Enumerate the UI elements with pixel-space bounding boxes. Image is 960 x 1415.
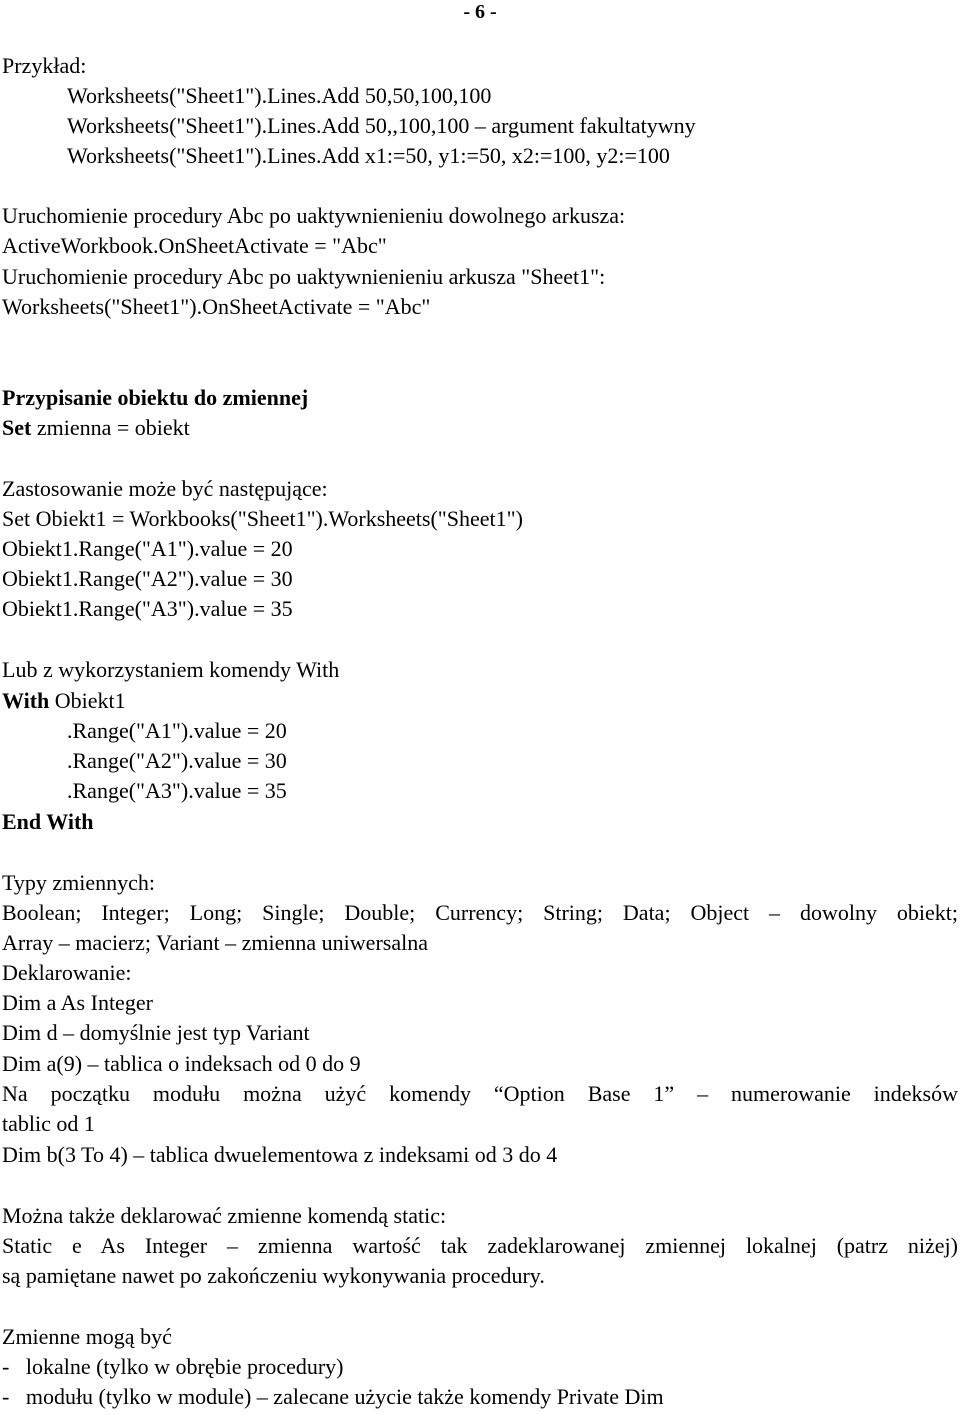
scope-item-module: - modułu (tylko w module) – zalecane użycie także komendy Private Dim — [2, 1384, 664, 1409]
with-body-line-2: .Range("A2").value = 30 — [67, 748, 287, 773]
with-body-line-3: .Range("A3").value = 35 — [67, 778, 287, 803]
scope-heading: Zmienne mogą być — [2, 1324, 172, 1349]
event-line-3: Uruchomienie procedury Abc po uaktywnienieniu arkusza "Sheet1": — [2, 264, 606, 289]
types-line-1: Boolean; Integer; Long; Single; Double; Currency; String; Data; Object – dowolny obiekt; — [2, 900, 958, 925]
with-rest: Obiekt1 — [49, 688, 126, 713]
usage-heading: Zastosowanie może być następujące: — [2, 476, 328, 501]
decl-line-3: Dim a(9) – tablica o indeksach od 0 do 9 — [2, 1051, 361, 1076]
end-with: End With — [2, 809, 94, 834]
static-line-2: są pamiętane nawet po zakończeniu wykonywania procedury. — [2, 1263, 545, 1288]
usage-line-3: Obiekt1.Range("A2").value = 30 — [2, 566, 293, 591]
with-heading: Lub z wykorzystaniem komendy With — [2, 657, 340, 682]
option-line-2: tablic od 1 — [2, 1111, 95, 1136]
decl-heading: Deklarowanie: — [2, 960, 132, 985]
with-body-line-1: .Range("A1").value = 20 — [67, 718, 287, 743]
types-line-2: Array – macierz; Variant – zmienna uniwersalna — [2, 930, 428, 955]
set-rest: zmienna = obiekt — [31, 415, 190, 440]
decl-line-1: Dim a As Integer — [2, 990, 153, 1015]
dim-b-line: Dim b(3 To 4) – tablica dwuelementowa z indeksami od 3 do 4 — [2, 1142, 558, 1167]
event-line-1: Uruchomienie procedury Abc po uaktywnienieniu dowolnego arkusza: — [2, 203, 626, 228]
page-number: - 6 - — [463, 1, 497, 23]
example-line-2: Worksheets("Sheet1").Lines.Add 50,,100,100 – argument fakultatywny — [67, 113, 696, 138]
example-line-3: Worksheets("Sheet1").Lines.Add x1:=50, y1:=50, x2:=100, y2:=100 — [67, 143, 670, 168]
event-line-4: Worksheets("Sheet1").OnSheetActivate = "Abc" — [2, 294, 431, 319]
usage-line-2: Obiekt1.Range("A1").value = 20 — [2, 536, 293, 561]
types-heading: Typy zmiennych: — [2, 870, 156, 895]
scope-item-local: - lokalne (tylko w obrębie procedury) — [2, 1354, 344, 1379]
option-line-1: Na początku modułu można użyć komendy “Option Base 1” – numerowanie indeksów — [2, 1081, 958, 1106]
static-heading: Można także deklarować zmienne komendą static: — [2, 1203, 447, 1228]
event-line-2: ActiveWorkbook.OnSheetActivate = "Abc" — [2, 233, 387, 258]
example-heading: Przykład: — [2, 53, 87, 78]
assign-heading: Przypisanie obiektu do zmiennej — [2, 385, 309, 410]
assign-line — [2, 413, 190, 443]
decl-line-2: Dim d – domyślnie jest typ Variant — [2, 1020, 310, 1045]
set-keyword: Set — [2, 415, 32, 440]
usage-line-4: Obiekt1.Range("A3").value = 35 — [2, 596, 293, 621]
static-line-1: Static e As Integer – zmienna wartość tak zadeklarowanej zmiennej lokalnej (patrz niżej) — [2, 1233, 958, 1258]
example-line-1: Worksheets("Sheet1").Lines.Add 50,50,100,100 — [67, 83, 492, 108]
with-line — [2, 686, 126, 716]
usage-line-1: Set Obiekt1 = Workbooks("Sheet1").Worksheets("Sheet1") — [2, 506, 523, 531]
with-keyword: With — [2, 688, 50, 713]
